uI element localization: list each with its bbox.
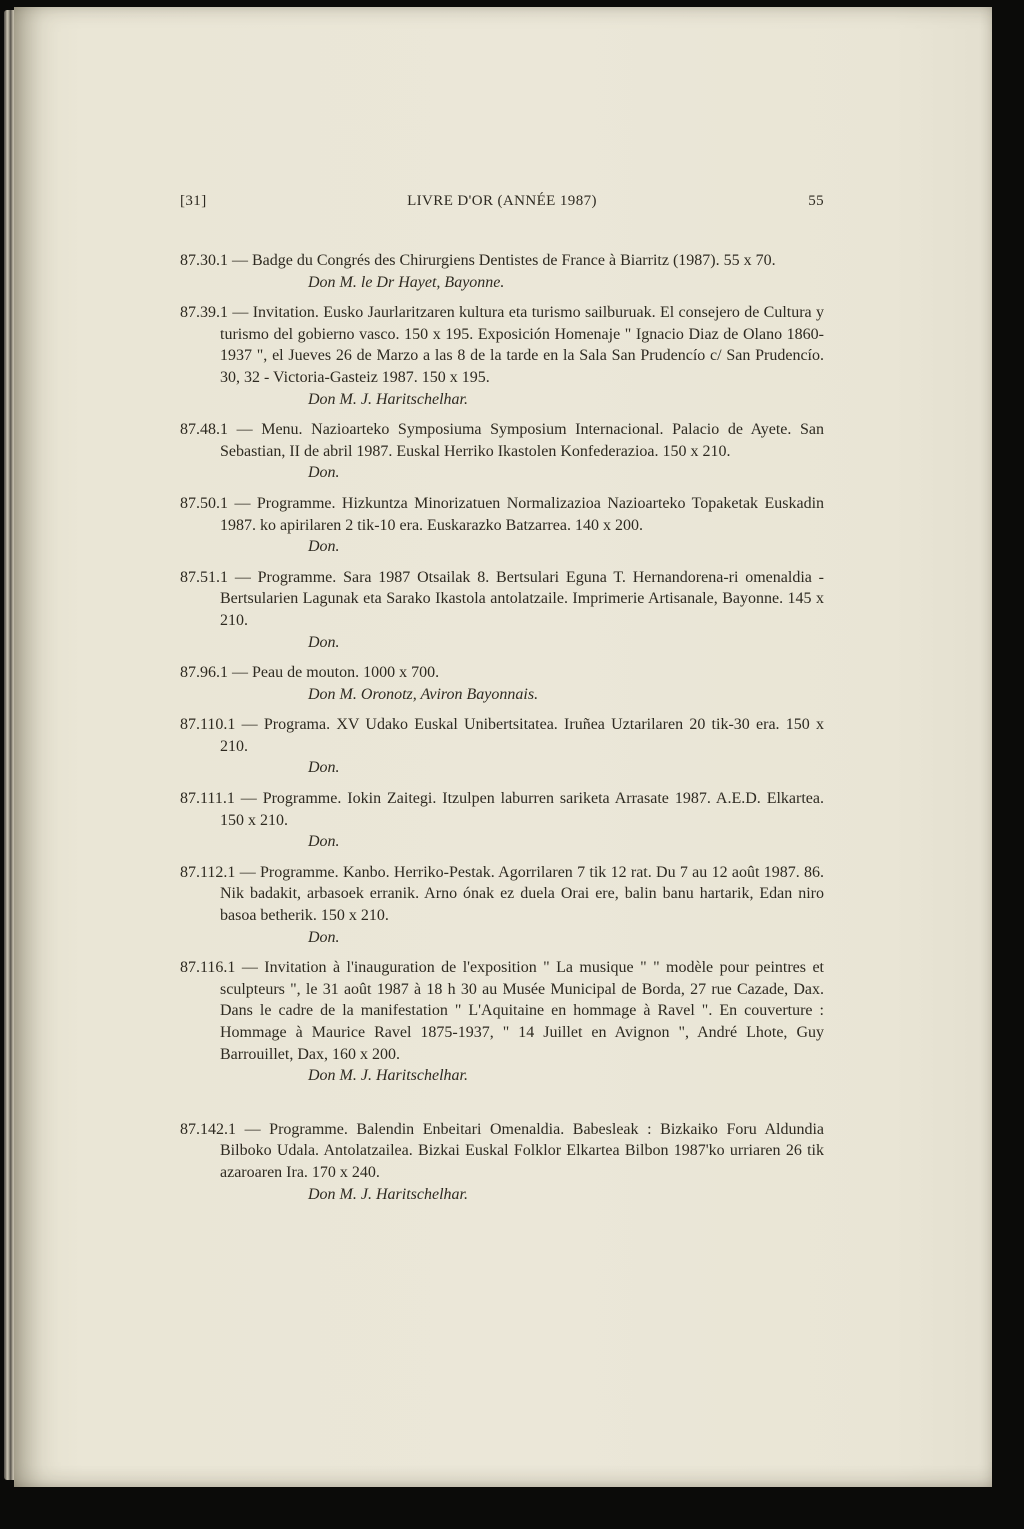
page-header <box>180 193 824 210</box>
entry-donation: Don. <box>308 833 340 851</box>
entry-number: 87.51.1 <box>180 568 228 586</box>
entry-text <box>180 862 824 927</box>
entry-number: 87.39.1 <box>180 304 228 322</box>
entry-donation: Don M. J. Haritschelhar. <box>308 390 468 408</box>
entry-number: 87.112.1 <box>180 863 236 881</box>
entry-donation: Don. <box>308 759 340 777</box>
entry-number: 87.48.1 <box>180 421 228 439</box>
entry-description: — Programme. Balendin Enbeitari Omenaldia. Babesleak : Bizkaiko Foru Aldundia Bilboko Udala. Antolatzailea. Bizkai Euskal Folklor Elkartea Bilbon 1987'ko urriaren 26 tik azaroaren Ira. 170 x 240. <box>220 1120 824 1181</box>
entry-text <box>180 788 824 831</box>
entry-description: — Badge du Congrés des Chirurgiens Dentistes de France à Biarritz (1987). 55 x 70. <box>232 252 776 269</box>
entry-text <box>180 662 824 684</box>
catalog-entry <box>180 302 824 410</box>
entry-number: 87.110.1 <box>180 716 236 734</box>
entry-number: 87.116.1 <box>180 959 236 977</box>
catalog-entry <box>180 957 824 1087</box>
entry-donation: Don M. le Dr Hayet, Bayonne. <box>308 273 505 291</box>
page-content <box>14 7 992 1205</box>
header-page-number: 55 <box>808 193 824 209</box>
entry-description: — Programme. Iokin Zaitegi. Itzulpen laburren sariketa Arrasate 1987. A.E.D. Elkartea. 150 x 210. <box>220 790 825 829</box>
catalog-entries <box>180 250 824 1205</box>
entry-number: 87.111.1 <box>180 790 235 808</box>
entry-donation: Don. <box>308 464 340 482</box>
entry-text <box>180 419 824 462</box>
catalog-entry <box>180 662 824 705</box>
entry-text <box>180 250 824 272</box>
catalog-entry <box>180 250 824 293</box>
entry-donation: Don M. Oronotz, Aviron Bayonnais. <box>308 685 539 703</box>
entry-description: — Invitation à l'inauguration de l'exposition " La musique " " modèle pour peintres et sculpteurs ", le 31 août 1987 à 18 h 30 au Musée Municipal de Borda, 27 rue Cazade, Dax. Dans le cadre de la manifestation " L'Aquitaine en hommage à Ravel ". En couverture : Hommage à Maurice Ravel 1875-1937, " 14 Juillet en Avignon ", André Lhote, Guy Barrouillet, Dax, 160 x 200. <box>220 959 825 1063</box>
catalog-entry <box>180 493 824 558</box>
entry-donation: Don M. J. Haritschelhar. <box>308 1185 468 1203</box>
entry-donation: Don. <box>308 633 340 651</box>
entry-description: — Programme. Sara 1987 Otsailak 8. Bertsulari Eguna T. Hernandorena-ri omenaldia - Bertsularien Lagunak eta Sarako Ikastola antolatzaile. Imprimerie Artisanale, Bayonne. 145 x 210. <box>220 568 825 629</box>
entry-text <box>180 302 824 388</box>
catalog-entry <box>180 862 824 948</box>
entry-text <box>180 957 824 1065</box>
header-title: LIVRE D'OR (ANNÉE 1987) <box>407 193 597 209</box>
entry-text <box>180 567 824 632</box>
catalog-entry <box>180 714 824 779</box>
entry-donation: Don M. J. Haritschelhar. <box>308 1067 468 1085</box>
entry-description: — Menu. Nazioarteko Symposiuma Symposium Internacional. Palacio de Ayete. San Sebastian, II de abril 1987. Euskal Herriko Ikastolen Konfederazioa. 150 x 210. <box>220 421 824 460</box>
catalog-entry <box>180 567 824 653</box>
entry-number: 87.142.1 <box>180 1120 236 1138</box>
entry-description: — Programme. Kanbo. Herriko-Pestak. Agorrilaren 7 tik 12 rat. Du 7 au 12 août 1987. 86. Nik badakit, arbasoek erranik. Arno ónak ez duela Orai ere, balin banu hartarik, Edan niro basoa betherik. 150 x 210. <box>220 863 824 925</box>
entry-description: — Programme. Hizkuntza Minorizatuen Normalizazioa Nazioarteko Topaketak Euskadin 1987. ko apirilaren 2 tik-10 era. Euskarazko Batzarrea. 140 x 200. <box>220 494 825 534</box>
entry-text <box>180 1119 824 1184</box>
header-bracket-number: [31] <box>180 193 207 209</box>
entry-description: — Programa. XV Udako Euskal Unibertsitatea. Iruñea Uztarilaren 20 tik-30 era. 150 x 210. <box>220 716 825 755</box>
entry-number: 87.30.1 <box>180 252 228 269</box>
catalog-entry <box>180 788 824 853</box>
catalog-entry <box>180 1119 824 1205</box>
entry-donation: Don. <box>308 928 340 946</box>
entry-number: 87.96.1 <box>180 664 228 682</box>
catalog-entry <box>180 419 824 484</box>
entry-description: — Peau de mouton. 1000 x 700. <box>232 664 440 682</box>
book-page <box>14 7 992 1487</box>
entry-text <box>180 493 824 536</box>
entry-number: 87.50.1 <box>180 494 228 512</box>
entry-description: — Invitation. Eusko Jaurlaritzaren kultura eta turismo sailburuak. El consejero de Cultura y turismo del gobierno vasco. 150 x 195. Exposición Homenaje " Ignacio Diaz de Olano 1860-1937 ", el Jueves 26 de Marzo a las 8 de la tarde en la Sala San Prudencío c/ San Prudencío. 30, 32 - Victoria-Gasteiz 1987. 150 x 195. <box>220 304 825 386</box>
entry-text <box>180 714 824 757</box>
entry-donation: Don. <box>308 538 340 556</box>
